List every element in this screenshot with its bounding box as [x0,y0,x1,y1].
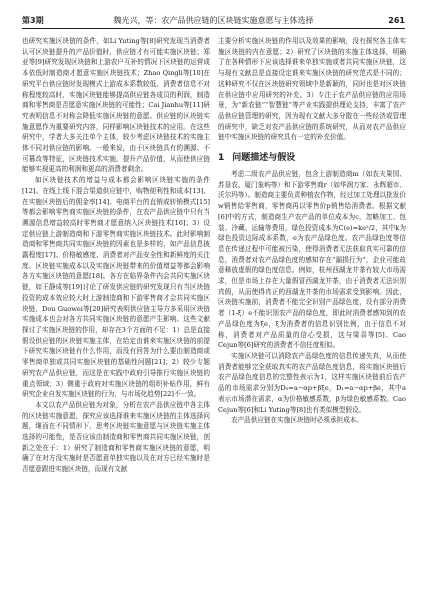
section-heading [218,151,406,165]
paragraph: 实施区块链可以消除农产品绿色度的信息传递失真，从而使消费者能够完全获取真实的农产品绿色度信息，将实施区块链后农产品绿色度信息的完整性表示为1，这样实施区块链前后农产品的市场需求分别为D₀=a−αp+βξe，D₁=a−αp+βe，其中a表示市场潜在需求，α为价格敏感系数，β为绿色敏感系数。Cao Cejun等[6]和Li Yuting等[8]也有类似模型假设。 [218,351,406,414]
paragraph: 考虑二级农产品供应链，包含上游制造商m（如农夫果园、苏垦农、厦门象屿等）和下游零售商r（如华润万家、永辉超市、沃尔玛等）。制造商主要负责种植农作物，经过加工处理以批发价w销售给零售商，零售商再以零售价p销售给消费者。根据文献[6]中的方式，制造商生产农产品的单位成本为c，忽略加工、包装、冷藏、运输等费用，绿色投资成本为C(e)=ke²/2，其中k为绿色投资边际成本系数，e为农产品绿色度。农产品绿色度等信息在传递过程中可能被污染，使得消费者无法获取真实可靠的信息，消费者对农产品绿色度的感知存在“漏损行为”，企业可能故意释放虚假的绿色度信息。例如，杭州西湖龙井茶有较大市场需求，但是市场上存在大量假冒西湖龙井茶，由于消费者无法识别真假，从而使得真正的西湖龙井茶的市场需求受到影响。因此，区块链实施前，消费者不能完全识别产品绿色度，设有部分消费者（1-ξ）e不能识别农产品的绿色度，即此时消费者感知到的农产品绿色度为ξe，ξ为消费者的信息识别比例，由于信息不对称，消费者对产品质量的信心受损，这与梁喜等[5]、Cao Cejun等[6]研究的消费者不信任度相似。 [218,170,406,350]
paragraph: 本文以农产品供应链为对象，分析在农产品供应链中各主体的区块链实施意愿，探究应该选择谁来实施区块链的主体选择问题，继而在不同情形下，思考区块链实施意愿与区块链实施主体选择的可能性，是否应该由制造商和零售商共同实施区块链，创新之处在于：1）研究了制造商和零售商实施区块链的意愿，明确了在对方没实施时是否愿意单独实施以及在对方已经实施时是否愿意跟进实施区块链，而现有文献 [22,400,210,474]
paragraph: 如区块链技术的增益与成本都会影响区块链实施的条件[12]。在线上线下混合渠道供应链中，购物便利性和成本[13]、在实施区块链后的佣金率[14]、电商平台的直销或转销模式[15]等都会影响零售商实施区块链的条件，在农产品供应链中只有当溯源信息增益较高时零售商才愿意纳入区块链技术[16]；3）设定供应链上游制造商和下游零售商实施区块链技术。此时影响制造商和零售商共同实施区块链的因素也是多样的，如产品信息披露程度[17]、价格敏感度、消费者对产品安全性和新鲜度的关注度、区块链实施成本以及实施区块链带来的价值增益等都会影响各方实施区块链的意愿[18]。各方在临界条件内会共同实施区块链，如王静成等[19]讨论了研发供应链的研究发现只有当区块链投资的成本效应较大时上游制造商和下游零售商才会共同实施区块链，Dou Guowei等[20]研究表明供应链主导方多采用区块链实施成本也会对各方共同实施区块链的意愿产生影响。这些文献探讨了实施区块链的作用，却存在3个方面的不足：1）总是直接假设供应链的区块链实施主体，在给定由谁来实施区块链的前提下研究实施区块链有什么作用，而没有回答为什么要由制造商或零售商单独或共同实施区块链的基础性问题[21]；2）较少专题研究农产品供应链，而这是在实践中政府引导推行实施区块链的重点领域；3）侧重于政府对实施区块链的组织补贴作用，鲜有研究企业自发实施区块链的行为，与市场化趋势[22]不一致。 [22,176,210,399]
section-number: 1 [218,153,225,164]
running-title: 魏光兴，等：农产品供应链的区块链实施意愿与主体选择 [113,16,314,25]
running-header [22,14,405,29]
page-number: 261 [388,16,405,25]
paragraph: 也研究实施区块链的条件，如Li Yuting等[8]研究发现当消费者认可区块链提升的产品价值时，供应链才有可能实施区块链；郑亚等[9]研究发现区块链和上游农户互补的情况下区块链的运营成本依低时制造商才愿意实施区块链技术；Zhao Qingli等[10]在研究平台供应链时发现模式上游成本系数较低、消费者信息不对称程度较高时，实施区块链能够提高供应链各成员的利润，制造商和零售商是否愿意实施区块链的可能性；Cai Jianhu等[11]研究表明信息不对称会降低实施区块链的意愿。供应链的区块链实施意愿作为重要研究内容，同样影响区块链技术的应用。在这些研究中，学者大多关注单个主体，较少考虑区块链技术的实施主体不同对供应链的影响。一般来说，由于区块链具有的溯源、不可篡改等特征，区块链技术实施，提升产品价值，从而使供应链能够实现更高的利润和更高的消费者剩余。 [22,37,210,174]
left-column [22,36,210,598]
right-column [218,36,406,598]
paragraph: 农产品供应链在实施区块链时必须承担成本。 [231,416,363,425]
section-title: 问题描述与假设 [232,153,296,164]
paragraph: 主要分析实施区块链的作用以及效果的影响，没有探究各主体实施区块链的内在意愿；2）研究了区块链的实施主体选择，明确了在各种情形下应该选择谁来单独实施或者共同实施区块链，这与现有文献总是直接设定谁来实施区块链的研究范式是不同的；这种研究不仅在区块链研究领域中是新颖的，同时也是对区块链在供应链中应用研究的补充。3）专注于农产品供应链的应用场景，为“新农链”“智慧链”等产业实践提供理论支持，丰富了农产品供应链管理的研究，因为现有文献大多分散在一些经济或管理的研究中，缺乏对农产品供应链的系统研究，从而对农产品供应链中实施区块链的研究具有一定的补充价值。 [218,37,406,142]
issue-label: 第3期 [22,16,44,25]
